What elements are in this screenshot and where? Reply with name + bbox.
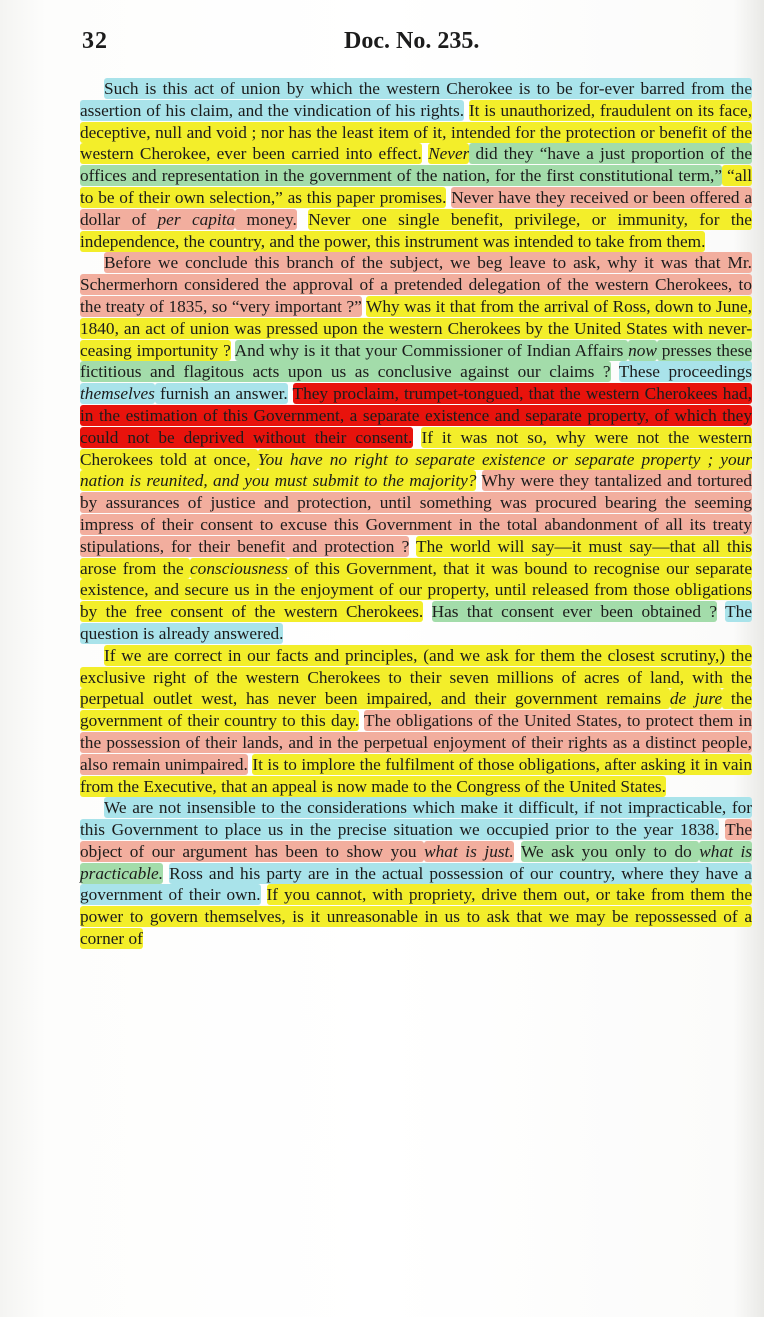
highlighted-text: per capita	[157, 209, 236, 229]
highlighted-text: And why is it that your Commissioner of Indian Affairs	[234, 340, 629, 360]
text-gap	[476, 470, 481, 491]
highlighted-text: consciousness	[190, 558, 288, 578]
highlighted-text: They proclaim, trumpet-tongued, that the western Cherokees had, in the estimation of this Government, a separate existence and separate property, of which they could not be deprived without their consent.	[80, 384, 752, 447]
highlighted-text: We are not insensible to the considerations which make it difficult, if not impracticable, for this Government to place us in the precise situation we occupied prior to the year 1838.	[80, 798, 752, 840]
highlighted-text: presses these fictitious and flagitous acts upon us as conclusive against our claims ?	[80, 340, 753, 382]
page-header	[82, 28, 746, 58]
highlighted-text: It is unauthorized, fraudulent on its face, deceptive, null and void ; nor has the least item of it, intended for the protection or benefit of the western Cherokee, ever been carried into effect.	[80, 100, 753, 164]
highlighted-text: now	[628, 340, 657, 360]
highlighted-text: of this Government, that it was bound to recognise our separate existence, and secure us in the enjoyment of our property, until released from those obligations by the free consent of the western Cherokees.	[80, 558, 752, 622]
highlighted-text: Never one single benefit, privilege, or immunity, for the independence, the country, and the power, this instrument was intended to take from them.	[80, 209, 752, 251]
text-gap	[717, 601, 725, 622]
highlighted-text: If you cannot, with propriety, drive them out, or take from them the power to govern themselves, is it unreasonable in us to ask that we may be repossessed of a corner of	[80, 885, 752, 949]
highlighted-text: furnish an answer.	[154, 384, 288, 404]
highlighted-text: themselves	[80, 384, 155, 404]
highlighted-text: Never have they received or been offered a dollar of	[80, 187, 752, 229]
highlighted-text: It is to implore the fulfilment of those obligations, after asking it in vain from the Executive, that an appeal is now made to the Congress of the United States.	[80, 754, 752, 796]
highlighted-text: what is practicable.	[80, 841, 752, 883]
paragraph	[80, 797, 752, 950]
highlighted-text: Before we conclude this branch of the subject, we beg leave to ask, why it was that Mr. Schermerhorn considered the approval of a pretended delegation of the western Cherokees, to the treaty of 1835, so “very important ?”	[80, 253, 752, 316]
text-gap	[288, 383, 293, 404]
text-gap	[514, 841, 521, 862]
text-gap	[611, 361, 619, 382]
page-number: 32	[82, 28, 108, 54]
highlighted-text: Never	[428, 144, 470, 164]
highlighted-text: The object of our argument has been to show you	[80, 820, 753, 861]
highlighted-text: We ask you only to do	[520, 841, 700, 861]
paragraph	[80, 78, 752, 252]
highlighted-text: money.	[235, 209, 297, 229]
highlighted-text: If we are correct in our facts and principles, (and we ask for them the closest scrutiny,) the exclusive right of the western Cherokees to their seven millions of acres of land, with the perpetual outlet west, has never been impaired, and their government remains	[80, 645, 752, 709]
highlighted-text: You have no right to separate existence or separate property ; your nation is reunited, and you must submit to the majority?	[80, 449, 752, 491]
paragraph	[80, 252, 752, 644]
highlighted-text: Has that consent ever been obtained ?	[431, 602, 718, 622]
highlighted-text: If it was not so, why were not the western Cherokees told at once,	[80, 427, 752, 469]
highlighted-text: The world will say—it must say—that all this arose from the	[80, 536, 752, 578]
highlighted-text: de jure	[669, 689, 723, 709]
highlighted-text: The obligations of the United States, to protect them in the possession of their lands, and in the perpetual enjoyment of their rights as a distinct people, also remain unimpaired.	[80, 711, 752, 774]
highlighted-text: Ross and his party are in the actual possession of our country, where they have a government of their own.	[80, 863, 752, 905]
highlighted-text: Why were they tantalized and tortured by assurances of justice and protection, until something was procured bearing the seeming impress of their consent to excuse this Government in the total abandonment of all its treaty stipulations, for their benefit and protection ?	[80, 471, 752, 556]
document-title: Doc. No. 235.	[344, 28, 480, 54]
highlighted-text: “all to be of their own selection,” as this paper promises.	[80, 166, 752, 207]
highlighted-text: These proceedings	[618, 362, 753, 382]
document-body	[80, 78, 752, 950]
text-gap	[297, 209, 308, 230]
paragraph	[80, 645, 752, 798]
highlighted-text: The question is already answered.	[80, 602, 752, 643]
highlighted-text: what is just.	[424, 841, 514, 861]
highlighted-text: Why was it that from the arrival of Ross, down to June, 1840, an act of union was pressed upon the western Cherokees by the United States with never-ceasing importunity ?	[80, 296, 752, 360]
highlighted-text: Such is this act of union by which the western Cherokee is to be for-ever barred from the assertion of his claim, and the vindication of his rights.	[80, 79, 752, 120]
highlighted-text: the government of their country to this day.	[80, 689, 753, 731]
text-gap	[261, 884, 267, 905]
highlighted-text: did they “have a just proportion of the offices and representation in the government of the nation, for the first constitutional term,”	[80, 144, 753, 186]
text-gap	[423, 601, 431, 622]
